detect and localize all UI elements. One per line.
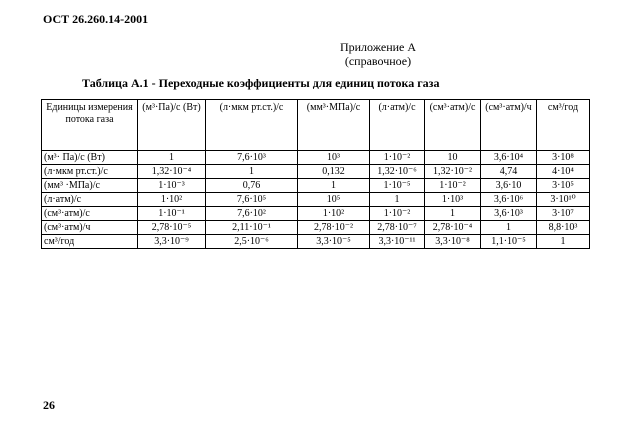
table-cell: 10 [425, 151, 481, 165]
table-row [42, 221, 590, 235]
table-cell: 1·10⁻⁵ [370, 179, 425, 193]
table-cell: 3,6·10⁶ [481, 193, 537, 207]
table-cell: 1,32·10⁻² [425, 165, 481, 179]
table-cell: 7,6·10³ [206, 151, 298, 165]
page-number: 26 [43, 398, 55, 412]
row-unit-label: (м³· Па)/с (Вт) [42, 151, 138, 165]
table-cell: 0,132 [298, 165, 370, 179]
table-cell: 1,32·10⁻⁴ [138, 165, 206, 179]
table-cell: 3·10⁷ [537, 207, 590, 221]
table-cell: 1·10⁻³ [138, 179, 206, 193]
table-cell: 7,6·10⁵ [206, 193, 298, 207]
table-cell: 2,78·10⁻⁴ [425, 221, 481, 235]
column-header: (см³·атм)/с [425, 100, 481, 151]
column-header: (м³·Па)/с (Вт) [138, 100, 206, 151]
table-row [42, 165, 590, 179]
table-cell: 3·10⁸ [537, 151, 590, 165]
row-unit-label: (см³·атм)/с [42, 207, 138, 221]
table-cell: 1 [537, 235, 590, 249]
column-header: (см³·атм)/ч [481, 100, 537, 151]
table-caption: Таблица А.1 - Переходные коэффициенты для единиц потока газа [82, 76, 440, 90]
table-cell: 1 [298, 179, 370, 193]
table-cell: 8,8·10³ [537, 221, 590, 235]
table-cell: 1,1·10⁻⁵ [481, 235, 537, 249]
table-cell: 3,3·10⁻¹¹ [370, 235, 425, 249]
table-cell: 1·10⁻² [370, 207, 425, 221]
table-row [42, 207, 590, 221]
table-cell: 4,74 [481, 165, 537, 179]
column-header: см³/год [537, 100, 590, 151]
table-cell: 3,6·10 [481, 179, 537, 193]
table-cell: 2,78·10⁻² [298, 221, 370, 235]
table-cell: 3·10⁵ [537, 179, 590, 193]
table-cell: 3·10¹⁰ [537, 193, 590, 207]
table-cell: 3,3·10⁻⁸ [425, 235, 481, 249]
table-cell: 0,76 [206, 179, 298, 193]
corner-header: Единицы измерения потока газа [42, 100, 138, 151]
table-cell: 7,6·10² [206, 207, 298, 221]
conversion-table [41, 99, 590, 249]
row-unit-label: (л·атм)/с [42, 193, 138, 207]
row-unit-label: (см³·атм)/ч [42, 221, 138, 235]
table-cell: 1 [206, 165, 298, 179]
row-unit-label: см³/год [42, 235, 138, 249]
table-cell: 2,5·10⁻⁶ [206, 235, 298, 249]
table-cell: 3,6·10⁴ [481, 151, 537, 165]
table-cell: 1·10³ [425, 193, 481, 207]
table-cell: 1·10² [298, 207, 370, 221]
appendix-title: Приложение А [339, 40, 417, 54]
table-cell: 2,11·10⁻¹ [206, 221, 298, 235]
appendix-subtitle: (справочное) [344, 54, 412, 68]
table-cell: 1·10⁻² [370, 151, 425, 165]
table-cell: 4·10⁴ [537, 165, 590, 179]
table-cell: 1·10² [138, 193, 206, 207]
table-header-row [42, 100, 590, 151]
table-cell: 1 [138, 151, 206, 165]
appendix-heading [288, 40, 468, 68]
table-cell: 1 [481, 221, 537, 235]
table-row [42, 235, 590, 249]
row-unit-label: (мм³ ·МПа)/с [42, 179, 138, 193]
table-cell: 10³ [298, 151, 370, 165]
column-header: (мм³·МПа)/с [298, 100, 370, 151]
row-unit-label: (л·мкм рт.ст.)/с [42, 165, 138, 179]
table-cell: 2,78·10⁻⁵ [138, 221, 206, 235]
table-cell: 1·10⁻² [425, 179, 481, 193]
document-code: ОСТ 26.260.14-2001 [43, 12, 149, 26]
table-cell: 1·10⁻¹ [138, 207, 206, 221]
table-cell: 1 [370, 193, 425, 207]
table-cell: 3,3·10⁻⁵ [298, 235, 370, 249]
table-cell: 3,6·10³ [481, 207, 537, 221]
column-header: (л·мкм рт.ст.)/с [206, 100, 298, 151]
column-header: (л·атм)/с [370, 100, 425, 151]
table-cell: 3,3·10⁻⁹ [138, 235, 206, 249]
table-cell: 2,78·10⁻⁷ [370, 221, 425, 235]
table-cell: 10⁵ [298, 193, 370, 207]
table-row [42, 193, 590, 207]
table-cell: 1 [425, 207, 481, 221]
table-row [42, 179, 590, 193]
table-row [42, 151, 590, 165]
table-cell: 1,32·10⁻⁶ [370, 165, 425, 179]
